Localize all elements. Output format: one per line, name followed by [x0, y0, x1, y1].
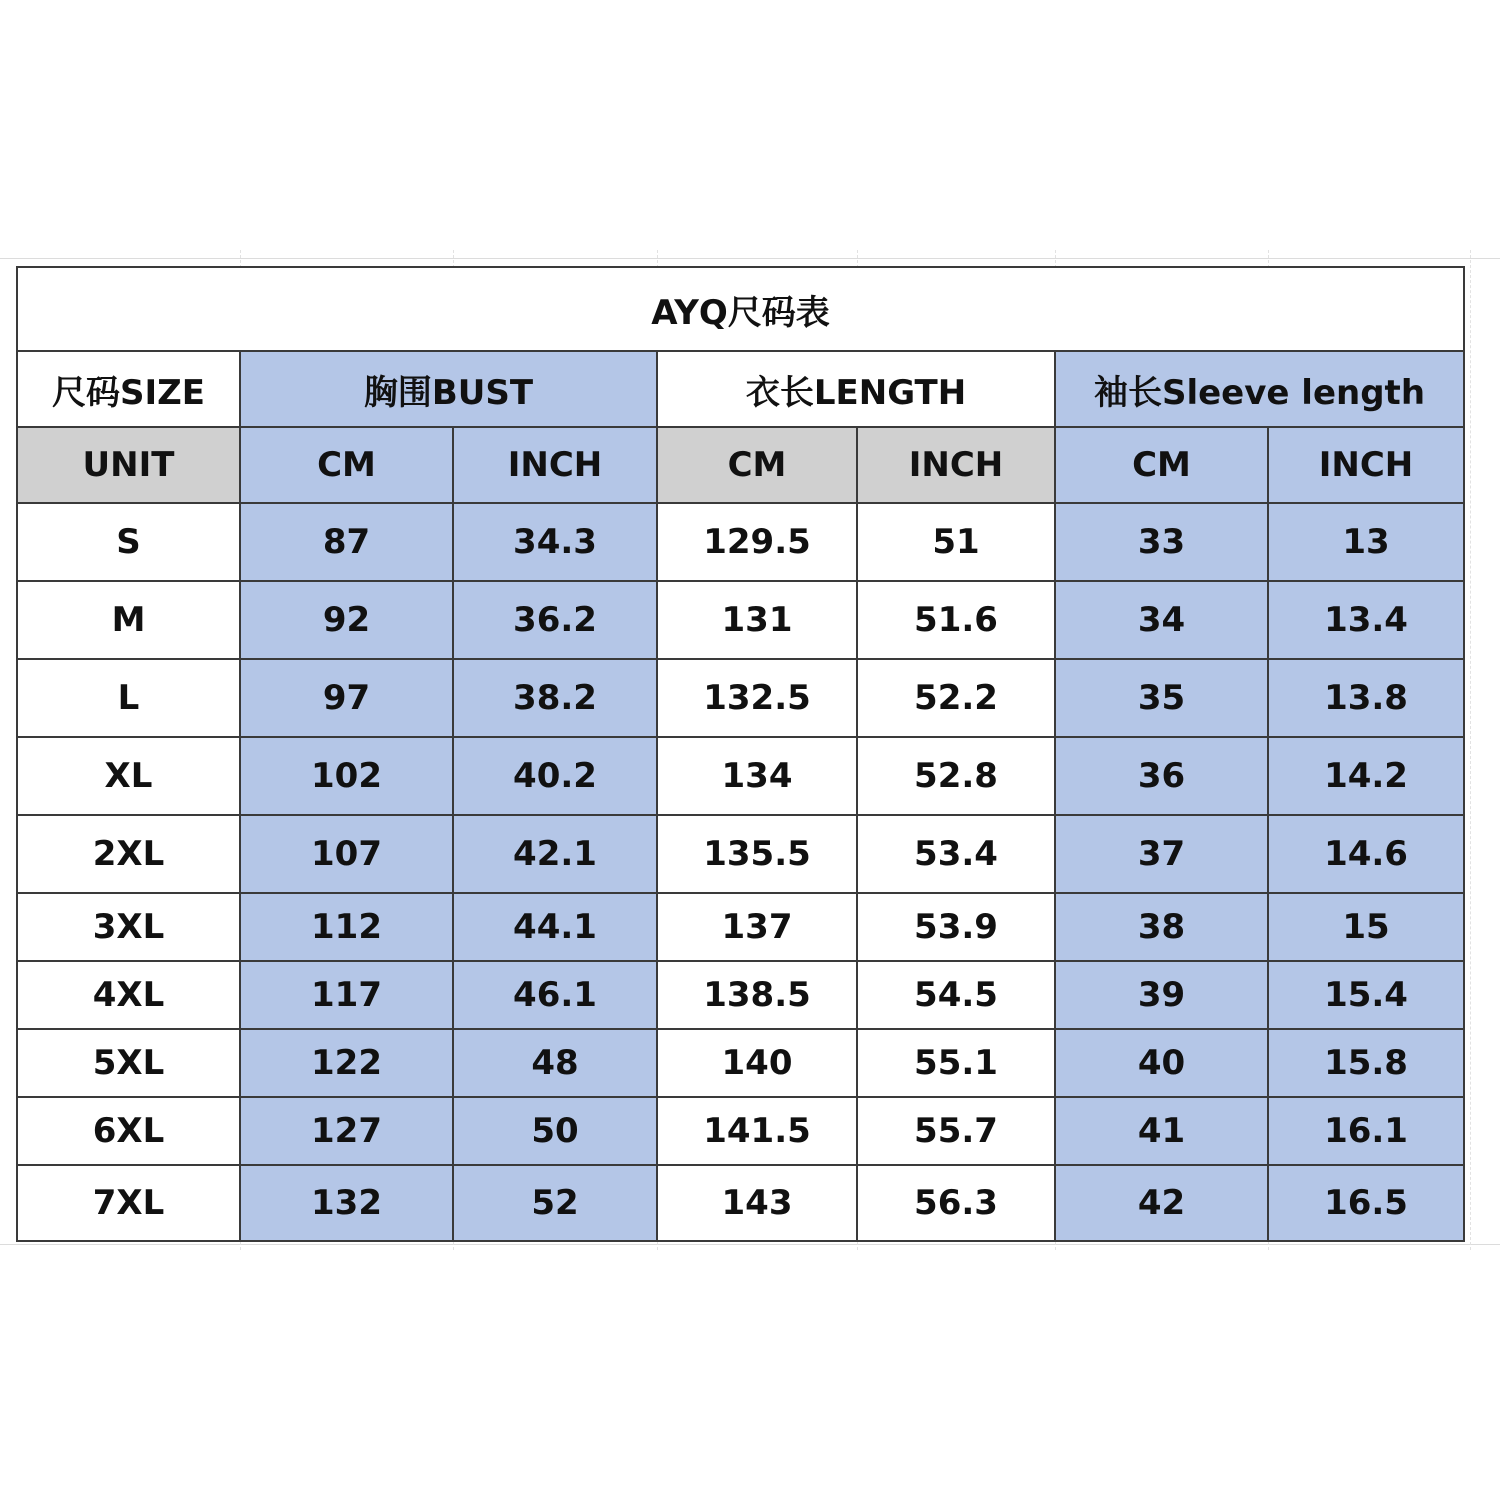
cell-sleeve-cm: 35	[1055, 659, 1268, 737]
cell-sleeve-inch: 14.6	[1268, 815, 1464, 893]
cell-length-inch: 51	[857, 503, 1055, 581]
cell-length-inch: 52.2	[857, 659, 1055, 737]
cell-bust-cm: 92	[240, 581, 453, 659]
chart-title: AYQ尺码表	[17, 267, 1464, 351]
cell-bust-inch: 36.2	[453, 581, 657, 659]
sheet-gridline	[1470, 250, 1471, 1250]
cell-bust-inch: 46.1	[453, 961, 657, 1029]
cell-size: 5XL	[17, 1029, 240, 1097]
cell-length-cm: 140	[657, 1029, 857, 1097]
header-bust: 胸围BUST	[240, 351, 657, 427]
unit-bust-inch: INCH	[453, 427, 657, 503]
cell-size: M	[17, 581, 240, 659]
cell-length-inch: 55.1	[857, 1029, 1055, 1097]
cell-size: 3XL	[17, 893, 240, 961]
cell-length-cm: 141.5	[657, 1097, 857, 1165]
sheet-gridline	[0, 1244, 1500, 1245]
cell-length-cm: 129.5	[657, 503, 857, 581]
unit-row	[17, 427, 1464, 503]
cell-sleeve-cm: 39	[1055, 961, 1268, 1029]
cell-sleeve-cm: 34	[1055, 581, 1268, 659]
cell-sleeve-cm: 42	[1055, 1165, 1268, 1241]
cell-bust-cm: 107	[240, 815, 453, 893]
title-row	[17, 267, 1464, 351]
cell-bust-cm: 117	[240, 961, 453, 1029]
cell-sleeve-inch: 16.5	[1268, 1165, 1464, 1241]
cell-bust-cm: 102	[240, 737, 453, 815]
cell-bust-inch: 48	[453, 1029, 657, 1097]
cell-length-inch: 52.8	[857, 737, 1055, 815]
table-row	[17, 659, 1464, 737]
cell-sleeve-cm: 41	[1055, 1097, 1268, 1165]
unit-sleeve-inch: INCH	[1268, 427, 1464, 503]
cell-length-cm: 132.5	[657, 659, 857, 737]
table-row	[17, 815, 1464, 893]
unit-length-inch: INCH	[857, 427, 1055, 503]
header-length: 衣长LENGTH	[657, 351, 1055, 427]
size-chart-table	[16, 266, 1465, 1242]
cell-size: 6XL	[17, 1097, 240, 1165]
cell-bust-inch: 34.3	[453, 503, 657, 581]
table-row	[17, 1029, 1464, 1097]
group-header-row	[17, 351, 1464, 427]
cell-length-inch: 56.3	[857, 1165, 1055, 1241]
unit-bust-cm: CM	[240, 427, 453, 503]
cell-length-cm: 137	[657, 893, 857, 961]
cell-bust-cm: 122	[240, 1029, 453, 1097]
unit-label: UNIT	[17, 427, 240, 503]
table-row	[17, 1165, 1464, 1241]
cell-sleeve-inch: 15.4	[1268, 961, 1464, 1029]
cell-sleeve-cm: 36	[1055, 737, 1268, 815]
cell-sleeve-cm: 38	[1055, 893, 1268, 961]
cell-bust-inch: 42.1	[453, 815, 657, 893]
cell-sleeve-inch: 13.4	[1268, 581, 1464, 659]
cell-sleeve-inch: 14.2	[1268, 737, 1464, 815]
cell-length-inch: 51.6	[857, 581, 1055, 659]
cell-size: 4XL	[17, 961, 240, 1029]
cell-length-cm: 138.5	[657, 961, 857, 1029]
table-row	[17, 737, 1464, 815]
cell-length-cm: 143	[657, 1165, 857, 1241]
table-row	[17, 503, 1464, 581]
cell-bust-inch: 44.1	[453, 893, 657, 961]
cell-size: 7XL	[17, 1165, 240, 1241]
cell-bust-inch: 38.2	[453, 659, 657, 737]
cell-length-inch: 53.9	[857, 893, 1055, 961]
cell-bust-cm: 132	[240, 1165, 453, 1241]
cell-length-inch: 55.7	[857, 1097, 1055, 1165]
cell-size: L	[17, 659, 240, 737]
unit-length-cm: CM	[657, 427, 857, 503]
cell-sleeve-inch: 13	[1268, 503, 1464, 581]
cell-bust-inch: 50	[453, 1097, 657, 1165]
cell-size: 2XL	[17, 815, 240, 893]
table-row	[17, 1097, 1464, 1165]
cell-sleeve-cm: 37	[1055, 815, 1268, 893]
cell-length-cm: 135.5	[657, 815, 857, 893]
cell-length-inch: 54.5	[857, 961, 1055, 1029]
cell-size: XL	[17, 737, 240, 815]
cell-sleeve-inch: 16.1	[1268, 1097, 1464, 1165]
cell-sleeve-cm: 33	[1055, 503, 1268, 581]
header-size: 尺码SIZE	[17, 351, 240, 427]
cell-sleeve-inch: 15.8	[1268, 1029, 1464, 1097]
sheet-gridline	[0, 258, 1500, 259]
cell-length-cm: 131	[657, 581, 857, 659]
cell-size: S	[17, 503, 240, 581]
header-sleeve: 袖长Sleeve length	[1055, 351, 1464, 427]
cell-sleeve-inch: 13.8	[1268, 659, 1464, 737]
cell-bust-inch: 40.2	[453, 737, 657, 815]
cell-length-cm: 134	[657, 737, 857, 815]
cell-bust-inch: 52	[453, 1165, 657, 1241]
table-row	[17, 961, 1464, 1029]
cell-length-inch: 53.4	[857, 815, 1055, 893]
cell-sleeve-inch: 15	[1268, 893, 1464, 961]
cell-bust-cm: 127	[240, 1097, 453, 1165]
table-row	[17, 581, 1464, 659]
table-row	[17, 893, 1464, 961]
cell-bust-cm: 112	[240, 893, 453, 961]
cell-bust-cm: 87	[240, 503, 453, 581]
unit-sleeve-cm: CM	[1055, 427, 1268, 503]
cell-sleeve-cm: 40	[1055, 1029, 1268, 1097]
cell-bust-cm: 97	[240, 659, 453, 737]
